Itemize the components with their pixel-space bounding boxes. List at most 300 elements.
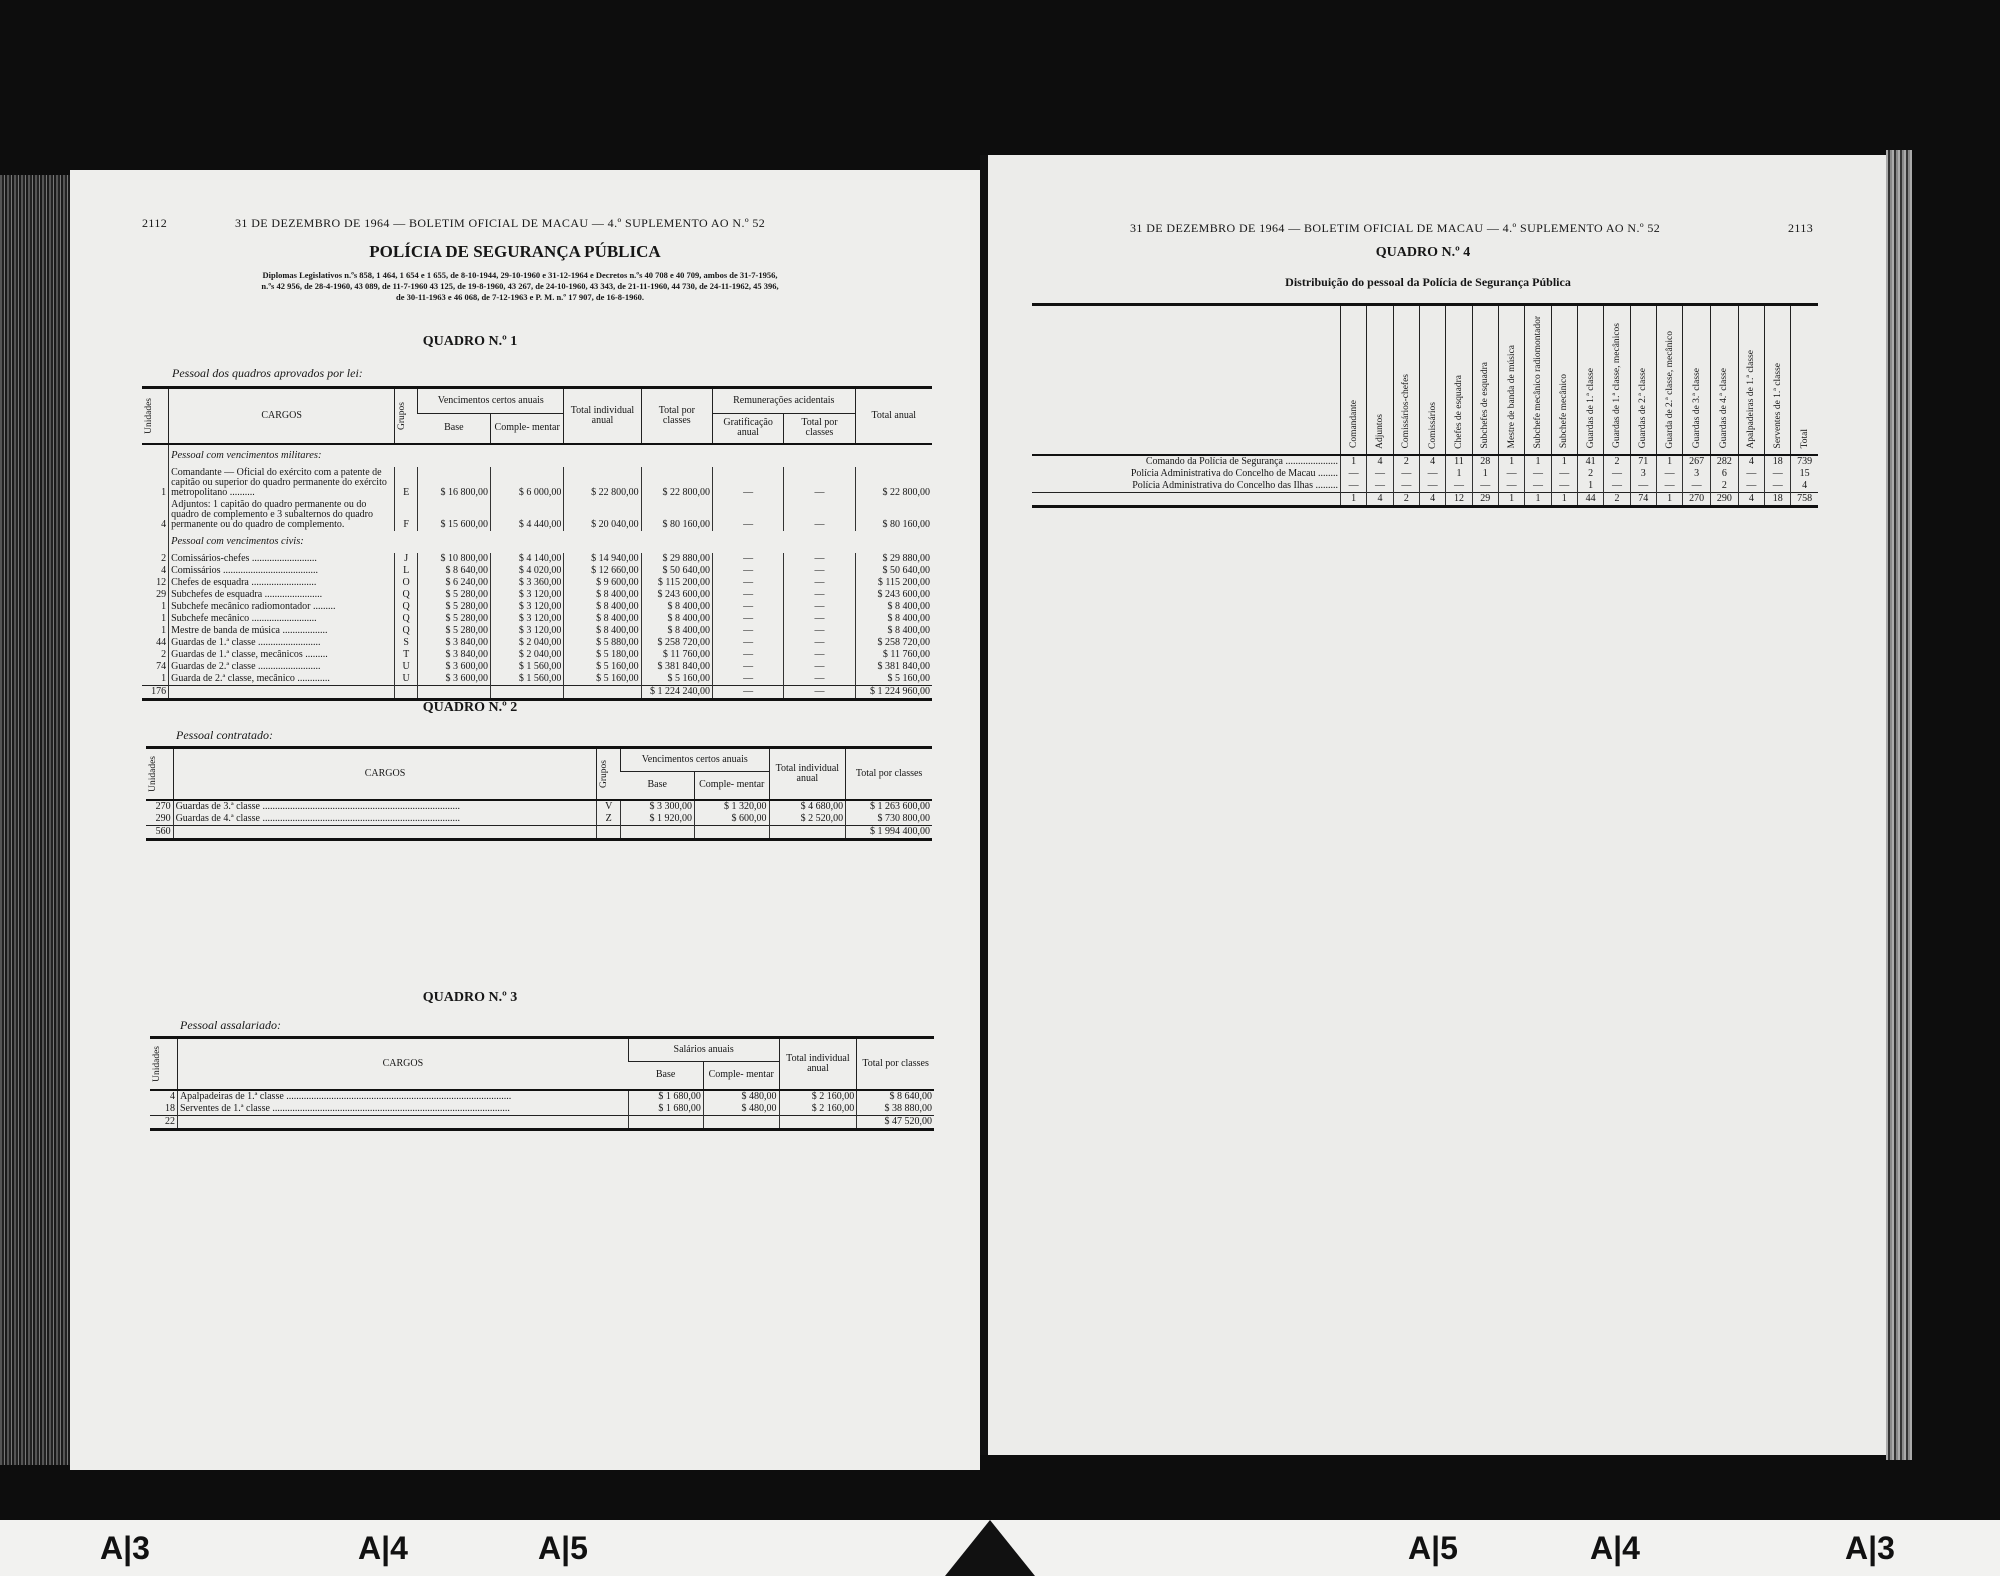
value-cell: — <box>1604 480 1630 493</box>
total-individual-cell: $ 8 400,00 <box>564 625 641 637</box>
grupo-cell: J <box>395 553 418 565</box>
blank-cell <box>1032 492 1341 506</box>
col-total-por-classes: Total por classes <box>784 414 855 444</box>
table-row <box>142 589 932 601</box>
total-classes-cell: $ 50 640,00 <box>641 565 712 577</box>
total-classes-cell: $ 38 880,00 <box>857 1103 934 1116</box>
total-individual-cell: $ 5 160,00 <box>564 673 641 686</box>
q4-col-label: Subchefe mecânico <box>1559 374 1570 449</box>
table-row <box>142 673 932 686</box>
blank-cell <box>620 825 694 839</box>
value-cell: 2 <box>1577 468 1603 480</box>
total-classes-cell: $ 11 760,00 <box>641 649 712 661</box>
cargo-cell: Subchefe mecânico radiomontador ......... <box>169 601 395 613</box>
total-classes-sum: $ 47 520,00 <box>857 1115 934 1129</box>
table-row <box>1032 468 1818 480</box>
value-cell: — <box>1367 480 1393 493</box>
cargo-cell: Comissários ...................................... <box>169 565 395 577</box>
page-number-left: 2112 <box>142 216 168 230</box>
total-cell: 2 <box>1393 492 1419 506</box>
quadro2-subtitle: Pessoal contratado: <box>176 728 273 742</box>
page-title: POLÍCIA DE SEGURANÇA PÚBLICA <box>369 242 661 261</box>
footer-marker-1: A|3 <box>100 1530 150 1566</box>
total-classes-cell: $ 381 840,00 <box>641 661 712 673</box>
footer-marker-4: A|5 <box>1408 1530 1458 1566</box>
value-cell: — <box>1525 480 1551 493</box>
blank-cell <box>628 1115 703 1129</box>
q4-col-label: Mestre de banda de música <box>1506 345 1517 449</box>
total-grat: — <box>712 685 783 699</box>
cargo-cell: Guardas de 4.ª classe ............................................................................... <box>173 813 597 826</box>
table-row <box>142 467 932 499</box>
q4-col-label: Guardas de 1.ª classe <box>1585 368 1596 449</box>
total-cell: 4 <box>1419 492 1445 506</box>
unidades-cell: 4 <box>161 518 167 530</box>
table-row <box>1032 455 1818 468</box>
gratificacao-cell: — <box>712 499 783 531</box>
unidades-cell: 18 <box>164 1102 175 1114</box>
q4-col-header <box>1525 305 1551 455</box>
grupo-cell: E <box>395 467 418 499</box>
value-cell: 3 <box>1683 468 1711 480</box>
value-cell: 2 <box>1710 480 1738 493</box>
total-por-classes-cell: — <box>784 661 855 673</box>
q4-col-label: Subchefe mecânico radiomontador <box>1532 316 1543 449</box>
total-individual-cell: $ 2 160,00 <box>779 1090 857 1103</box>
total-cell: 1 <box>1656 492 1682 506</box>
base-cell: $ 1 680,00 <box>628 1090 703 1103</box>
q4-col-header <box>1630 305 1656 455</box>
table-row <box>142 577 932 589</box>
q4-col-header <box>1393 305 1419 455</box>
q4-col-label: Guardas de 1.ª classe, mecânicos <box>1611 323 1622 449</box>
value-cell: — <box>1419 480 1445 493</box>
table-row <box>142 637 932 649</box>
total-anual-cell: $ 115 200,00 <box>855 577 932 589</box>
table-row <box>150 1090 934 1103</box>
section-row <box>142 444 932 467</box>
table-row <box>142 625 932 637</box>
base-cell: $ 8 640,00 <box>418 565 491 577</box>
total-classes-cell: $ 22 800,00 <box>641 467 712 499</box>
cargo-cell: Apalpadeiras de 1.ª classe .......................................................................................... <box>177 1090 628 1103</box>
value-cell: 4 <box>1367 455 1393 468</box>
base-cell: $ 16 800,00 <box>418 467 491 499</box>
q4-col-header <box>1656 305 1682 455</box>
table-row <box>142 601 932 613</box>
q2-col-cargos: CARGOS <box>173 748 597 800</box>
value-cell: 1 <box>1498 455 1524 468</box>
total-cell: 1 <box>1551 492 1577 506</box>
value-cell: — <box>1393 480 1419 493</box>
col-cargos: CARGOS <box>169 388 395 444</box>
q4-col-label: Adjuntos <box>1374 413 1385 449</box>
total-classes-cell: $ 8 400,00 <box>641 625 712 637</box>
total-por-classes-cell: — <box>784 613 855 625</box>
value-cell: — <box>1472 480 1498 493</box>
grupo-cell: L <box>395 565 418 577</box>
quadro1-subtitle: Pessoal dos quadros aprovados por lei: <box>172 366 363 380</box>
value-cell: — <box>1765 480 1791 493</box>
total-anual-cell: $ 243 600,00 <box>855 589 932 601</box>
value-cell: 1 <box>1656 455 1682 468</box>
base-cell: $ 5 280,00 <box>418 613 491 625</box>
value-cell: — <box>1656 480 1682 493</box>
q2-col-vencimentos: Vencimentos certos anuais <box>620 748 769 772</box>
q4-col-header <box>1710 305 1738 455</box>
base-cell: $ 1 920,00 <box>620 813 694 826</box>
footer-marker-3: A|5 <box>538 1530 588 1566</box>
total-por-classes-cell: — <box>784 649 855 661</box>
grupo-cell: Z <box>597 813 620 826</box>
total-anual-cell: $ 8 400,00 <box>855 625 932 637</box>
spine-shadow <box>945 1520 1035 1576</box>
cargo-cell: Guardas de 2.ª classe ......................... <box>169 661 395 673</box>
total-cell: 74 <box>1630 492 1656 506</box>
unidades-cell: 270 <box>155 800 171 812</box>
q4-col-label: Guardas de 2.ª classe <box>1638 368 1649 449</box>
total-classes-sum: $ 1 224 240,00 <box>641 685 712 699</box>
base-cell: $ 15 600,00 <box>418 499 491 531</box>
total-row <box>142 685 932 699</box>
quadro3-subtitle: Pessoal assalariado: <box>180 1018 282 1032</box>
quadro3-title: QUADRO N.º 3 <box>422 990 518 1005</box>
total-row <box>150 1115 934 1129</box>
total-cell: 44 <box>1577 492 1603 506</box>
quadro4-table <box>1032 303 1818 508</box>
total-tpc: — <box>784 685 855 699</box>
comp-cell: $ 2 040,00 <box>491 649 564 661</box>
total-cell: 758 <box>1791 492 1818 506</box>
unidades-cell: 2 <box>161 552 167 564</box>
total-individual-cell: $ 8 400,00 <box>564 601 641 613</box>
q4-col-header <box>1738 305 1764 455</box>
value-cell: 4 <box>1419 455 1445 468</box>
q4-col-label: Guardas de 4.ª classe <box>1719 368 1730 449</box>
value-cell: — <box>1498 480 1524 493</box>
grupo-cell: T <box>395 649 418 661</box>
total-cell: 1 <box>1341 492 1367 506</box>
total-individual-cell: $ 5 160,00 <box>564 661 641 673</box>
blank-cell <box>779 1115 857 1129</box>
value-cell: — <box>1551 480 1577 493</box>
blank-cell <box>173 825 597 839</box>
blank-cell <box>169 685 395 699</box>
value-cell: 3 <box>1630 468 1656 480</box>
q2-col-unidades: Unidades <box>148 755 158 792</box>
grupo-cell: U <box>395 673 418 686</box>
comp-cell: $ 3 120,00 <box>491 601 564 613</box>
comp-cell: $ 3 120,00 <box>491 613 564 625</box>
q2-col-complementar: Comple- mentar <box>694 772 769 800</box>
quadro4-subtitle: Distribuição do pessoal da Polícia de Segurança Pública <box>1285 275 1571 289</box>
blank-cell <box>597 825 620 839</box>
q3-col-base: Base <box>628 1062 703 1090</box>
q4-col-header <box>1551 305 1577 455</box>
total-individual-cell: $ 2 160,00 <box>779 1103 857 1116</box>
col-base: Base <box>418 414 491 444</box>
comp-cell: $ 1 560,00 <box>491 673 564 686</box>
q4-col-header <box>1367 305 1393 455</box>
total-classes-cell: $ 29 880,00 <box>641 553 712 565</box>
q4-col-label: Chefes de esquadra <box>1453 374 1464 449</box>
q4-col-label: Comandante <box>1348 400 1359 449</box>
total-individual-cell: $ 14 940,00 <box>564 553 641 565</box>
total-individual-cell: $ 20 040,00 <box>564 499 641 531</box>
total-classes-cell: $ 8 640,00 <box>857 1090 934 1103</box>
comp-cell: $ 3 120,00 <box>491 625 564 637</box>
q4-col-label: Guardas de 3.ª classe <box>1691 368 1702 449</box>
total-classes-cell: $ 1 263 600,00 <box>846 800 932 813</box>
total-cell: 1 <box>1525 492 1551 506</box>
comp-cell: $ 2 040,00 <box>491 637 564 649</box>
comp-cell: $ 3 360,00 <box>491 577 564 589</box>
value-cell: — <box>1341 480 1367 493</box>
total-individual-cell: $ 8 400,00 <box>564 589 641 601</box>
total-anual-cell: $ 80 160,00 <box>855 499 932 531</box>
value-cell: 1 <box>1551 455 1577 468</box>
q2-col-base: Base <box>620 772 694 800</box>
cargo-cell: Guardas de 3.ª classe ............................................................................... <box>173 800 597 813</box>
blank-cell <box>491 685 564 699</box>
total-classes-cell: $ 8 400,00 <box>641 613 712 625</box>
table-row <box>1032 480 1818 493</box>
total-cell: 1 <box>1498 492 1524 506</box>
blank-cell <box>142 531 169 553</box>
q4-col-header <box>1498 305 1524 455</box>
total-por-classes-cell: — <box>784 565 855 577</box>
cargo-cell: Guardas de 1.ª classe, mecânicos ......... <box>169 649 395 661</box>
table-row <box>142 613 932 625</box>
total-por-classes-cell: — <box>784 467 855 499</box>
book-edge-left <box>0 175 72 1465</box>
unidades-cell: 1 <box>161 486 167 498</box>
q3-col-total-classes: Total por classes <box>857 1038 934 1090</box>
col-gratificacao: Gratificação anual <box>712 414 783 444</box>
cargo-cell: Comandante — Oficial do exército com a patente de capitão ou superior do quadro permanente do exército metropolitano .......... <box>169 467 395 499</box>
total-individual-cell: $ 22 800,00 <box>564 467 641 499</box>
total-cell: 270 <box>1683 492 1711 506</box>
total-classes-cell: $ 243 600,00 <box>641 589 712 601</box>
comp-cell: $ 480,00 <box>703 1090 779 1103</box>
book-edge-right <box>1886 150 1912 1460</box>
total-individual-cell: $ 8 400,00 <box>564 613 641 625</box>
value-cell: — <box>1498 468 1524 480</box>
total-individual-cell: $ 12 660,00 <box>564 565 641 577</box>
gratificacao-cell: — <box>712 661 783 673</box>
total-individual-cell: $ 4 680,00 <box>769 800 846 813</box>
base-cell: $ 5 280,00 <box>418 589 491 601</box>
value-cell: 4 <box>1738 455 1764 468</box>
blank-cell <box>694 825 769 839</box>
grupo-cell: O <box>395 577 418 589</box>
total-row <box>1032 492 1818 506</box>
quadro2-table <box>146 746 932 841</box>
value-cell: 41 <box>1577 455 1603 468</box>
unidades-cell: 1 <box>161 672 167 684</box>
total-cell: 2 <box>1604 492 1630 506</box>
value-cell: 1 <box>1472 468 1498 480</box>
total-individual-cell: $ 2 520,00 <box>769 813 846 826</box>
grupo-cell: Q <box>395 601 418 613</box>
q3-col-unidades: Unidades <box>152 1045 162 1082</box>
cargo-cell: Mestre de banda de música .................. <box>169 625 395 637</box>
col-grupos: Grupos <box>397 401 408 430</box>
value-cell: 282 <box>1710 455 1738 468</box>
total-por-classes-cell: — <box>784 601 855 613</box>
value-cell: — <box>1341 468 1367 480</box>
col-total-classes: Total por classes <box>641 388 712 444</box>
base-cell: $ 5 280,00 <box>418 625 491 637</box>
value-cell: — <box>1367 468 1393 480</box>
value-cell: — <box>1604 468 1630 480</box>
blank-cell <box>769 825 846 839</box>
total-anual-cell: $ 8 400,00 <box>855 613 932 625</box>
value-cell: — <box>1656 468 1682 480</box>
total-cell: 18 <box>1765 492 1791 506</box>
q4-col-header <box>1419 305 1445 455</box>
cargo-cell: Subchefe mecânico .......................... <box>169 613 395 625</box>
cargo-cell: Chefes de esquadra .......................... <box>169 577 395 589</box>
quadro1-table <box>142 386 932 701</box>
gratificacao-cell: — <box>712 577 783 589</box>
col-total-anual: Total anual <box>855 388 932 444</box>
value-cell: — <box>1446 480 1472 493</box>
base-cell: $ 6 240,00 <box>418 577 491 589</box>
blank-cell <box>142 444 169 467</box>
q4-col-label: Comissários <box>1427 401 1438 449</box>
total-anual-cell: $ 381 840,00 <box>855 661 932 673</box>
value-cell: — <box>1419 468 1445 480</box>
cargo-cell: Guardas de 1.ª classe ......................... <box>169 637 395 649</box>
col-unidades: Unidades <box>144 397 154 434</box>
row-label: Polícia Administrativa do Concelho das Ilhas ......... <box>1132 479 1338 491</box>
comp-cell: $ 1 560,00 <box>491 661 564 673</box>
quadro3-table <box>150 1036 934 1131</box>
grupo-cell: V <box>597 800 620 813</box>
q4-col-label: Subchefes de esquadra <box>1480 361 1491 449</box>
q2-col-grupos: Grupos <box>599 759 610 788</box>
value-cell: 1 <box>1341 455 1367 468</box>
blank-cell <box>564 685 641 699</box>
unidades-cell: 1 <box>161 612 167 624</box>
value-cell: — <box>1738 468 1764 480</box>
value-cell: — <box>1683 480 1711 493</box>
q4-col-header <box>1577 305 1603 455</box>
total-anual-cell: $ 11 760,00 <box>855 649 932 661</box>
q4-col-label: Total <box>1799 429 1810 449</box>
total-individual-cell: $ 5 880,00 <box>564 637 641 649</box>
total-por-classes-cell: — <box>784 637 855 649</box>
total-por-classes-cell: — <box>784 499 855 531</box>
total-classes-sum: $ 1 994 400,00 <box>846 825 932 839</box>
unidades-cell: 1 <box>161 624 167 636</box>
value-cell: 739 <box>1791 455 1818 468</box>
comp-cell: $ 4 020,00 <box>491 565 564 577</box>
gratificacao-cell: — <box>712 565 783 577</box>
unidades-cell: 29 <box>156 588 167 600</box>
comp-cell: $ 3 120,00 <box>491 589 564 601</box>
value-cell: 2 <box>1393 455 1419 468</box>
comp-cell: $ 4 140,00 <box>491 553 564 565</box>
base-cell: $ 3 300,00 <box>620 800 694 813</box>
total-individual-cell: $ 9 600,00 <box>564 577 641 589</box>
total-classes-cell: $ 115 200,00 <box>641 577 712 589</box>
total-cell: 12 <box>1446 492 1472 506</box>
value-cell: 1 <box>1446 468 1472 480</box>
cargo-cell: Comissários-chefes .......................... <box>169 553 395 565</box>
cargo-cell: Adjuntos: 1 capitão do quadro permanente ou do quadro de complemento e 3 subalternos do quadro permanente ou do quadro de complemento. <box>169 499 395 531</box>
total-por-classes-cell: — <box>784 673 855 686</box>
total-cell: 4 <box>1738 492 1764 506</box>
gratificacao-cell: — <box>712 649 783 661</box>
table-row <box>142 553 932 565</box>
page-number-right: 2113 <box>1788 221 1814 235</box>
total-classes-cell: $ 730 800,00 <box>846 813 932 826</box>
unidades-cell: 4 <box>169 1090 175 1102</box>
total-classes-cell: $ 80 160,00 <box>641 499 712 531</box>
grupo-cell: Q <box>395 589 418 601</box>
base-cell: $ 3 600,00 <box>418 673 491 686</box>
row-label: Polícia Administrativa do Concelho de Macau ........ <box>1130 467 1338 479</box>
gratificacao-cell: — <box>712 467 783 499</box>
col-vencimentos: Vencimentos certos anuais <box>418 388 564 414</box>
total-por-classes-cell: — <box>784 625 855 637</box>
grupo-cell: Q <box>395 625 418 637</box>
value-cell: — <box>1630 480 1656 493</box>
q4-col-header <box>1791 305 1818 455</box>
table-row <box>150 1103 934 1116</box>
quadro1-title: QUADRO N.º 1 <box>422 334 518 349</box>
comp-cell: $ 4 440,00 <box>491 499 564 531</box>
table-row <box>142 649 932 661</box>
value-cell: — <box>1393 468 1419 480</box>
value-cell: 6 <box>1710 468 1738 480</box>
q4-col-header <box>1446 305 1472 455</box>
table-row <box>142 565 932 577</box>
footer-marker-2: A|4 <box>358 1530 408 1566</box>
value-cell: 1 <box>1577 480 1603 493</box>
running-header-left: 31 DE DEZEMBRO DE 1964 — BOLETIM OFICIAL DE MACAU — 4.º SUPLEMENTO AO N.º 52 <box>235 216 766 230</box>
col-total-individual: Total individual anual <box>564 388 641 444</box>
total-anual-cell: $ 22 800,00 <box>855 467 932 499</box>
blank-cell <box>703 1115 779 1129</box>
total-anual-cell: $ 5 160,00 <box>855 673 932 686</box>
running-header-right: 31 DE DEZEMBRO DE 1964 — BOLETIM OFICIAL DE MACAU — 4.º SUPLEMENTO AO N.º 52 <box>1130 221 1661 235</box>
q4-col-header <box>1604 305 1630 455</box>
q4-col-header <box>1683 305 1711 455</box>
unidades-cell: 74 <box>156 660 167 672</box>
total-cell: 4 <box>1367 492 1393 506</box>
value-cell: — <box>1525 468 1551 480</box>
unidades-cell: 12 <box>156 576 167 588</box>
grupo-cell: U <box>395 661 418 673</box>
base-cell: $ 1 680,00 <box>628 1103 703 1116</box>
q4-col-label: Apalpadeiras de 1.ª classe <box>1746 349 1757 449</box>
blank-cell <box>395 685 418 699</box>
total-anual-cell: $ 8 400,00 <box>855 601 932 613</box>
gratificacao-cell: — <box>712 553 783 565</box>
grupo-cell: Q <box>395 613 418 625</box>
total-por-classes-cell: — <box>784 553 855 565</box>
q3-col-total-individual: Total individual anual <box>779 1038 857 1090</box>
table-row <box>146 813 932 826</box>
total-individual-cell: $ 5 180,00 <box>564 649 641 661</box>
section-label: Pessoal com vencimentos civis: <box>169 531 932 553</box>
value-cell: — <box>1738 480 1764 493</box>
total-anual-sum: $ 1 224 960,00 <box>855 685 932 699</box>
footer-marker-5: A|4 <box>1590 1530 1640 1566</box>
